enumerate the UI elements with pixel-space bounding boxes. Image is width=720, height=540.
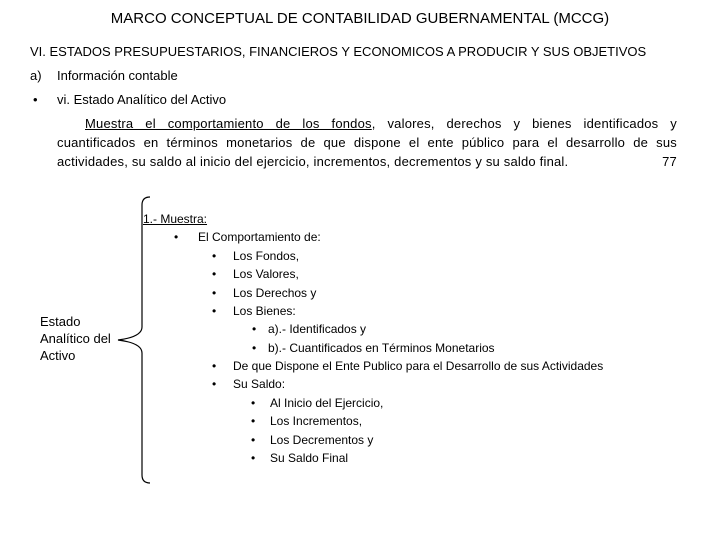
outline-item: • Los Incrementos, — [251, 414, 363, 428]
outline-item: • Al Inicio del Ejercicio, — [251, 396, 384, 410]
subsection-marker: a) — [30, 68, 42, 83]
outline-item: • De que Dispone el Ente Publico para el Desarrollo de sus Actividades — [212, 359, 604, 373]
outline-item: • Su Saldo Final — [251, 451, 349, 465]
outline-item: • Los Decrementos y — [251, 433, 374, 447]
paragraph-line-3-text: actividades, su saldo al inicio del ejercicio, incrementos, decrementos y su saldo final. — [57, 154, 569, 169]
outline-item: • Los Bienes: — [212, 304, 296, 318]
page-number: 77 — [662, 154, 677, 169]
subsection-label: Información contable — [57, 68, 178, 83]
paragraph-line-2: cuantificados en términos monetarios de que dispone el ente público para el desarrollo de sus — [57, 135, 677, 150]
outline-item: • Los Fondos, — [212, 249, 300, 263]
curly-brace-icon — [112, 195, 152, 485]
definition-paragraph — [57, 114, 677, 171]
page-title: MARCO CONCEPTUAL DE CONTABILIDAD GUBERNAMENTAL (MCCG) — [110, 10, 610, 27]
paragraph-line-1 — [57, 114, 677, 133]
outline-item: • b).- Cuantificados en Términos Monetarios — [252, 341, 495, 355]
paragraph-line-3 — [57, 152, 677, 171]
outline-item: • Su Saldo: — [212, 377, 286, 391]
section-heading: VI. ESTADOS PRESUPUESTARIOS, FINANCIEROS Y ECONOMICOS A PRODUCIR Y SUS OBJETIVOS — [30, 44, 647, 59]
paragraph-line-1-rest: , valores, derechos y bienes identificados y — [371, 116, 677, 131]
item-heading: vi. Estado Analítico del Activo — [57, 92, 227, 107]
outline-item: • a).- Identificados y — [252, 322, 367, 336]
underlined-phrase: Muestra el comportamiento de los fondos — [85, 116, 372, 131]
outline-heading: 1.- Muestra: — [143, 212, 208, 226]
outline-item: • Los Valores, — [212, 267, 299, 281]
outline-item: • El Comportamiento de: — [174, 230, 321, 244]
outline-item: • Los Derechos y — [212, 286, 317, 300]
bullet-icon: • — [33, 92, 38, 107]
brace-label: Estado Analítico del Activo — [40, 314, 111, 363]
